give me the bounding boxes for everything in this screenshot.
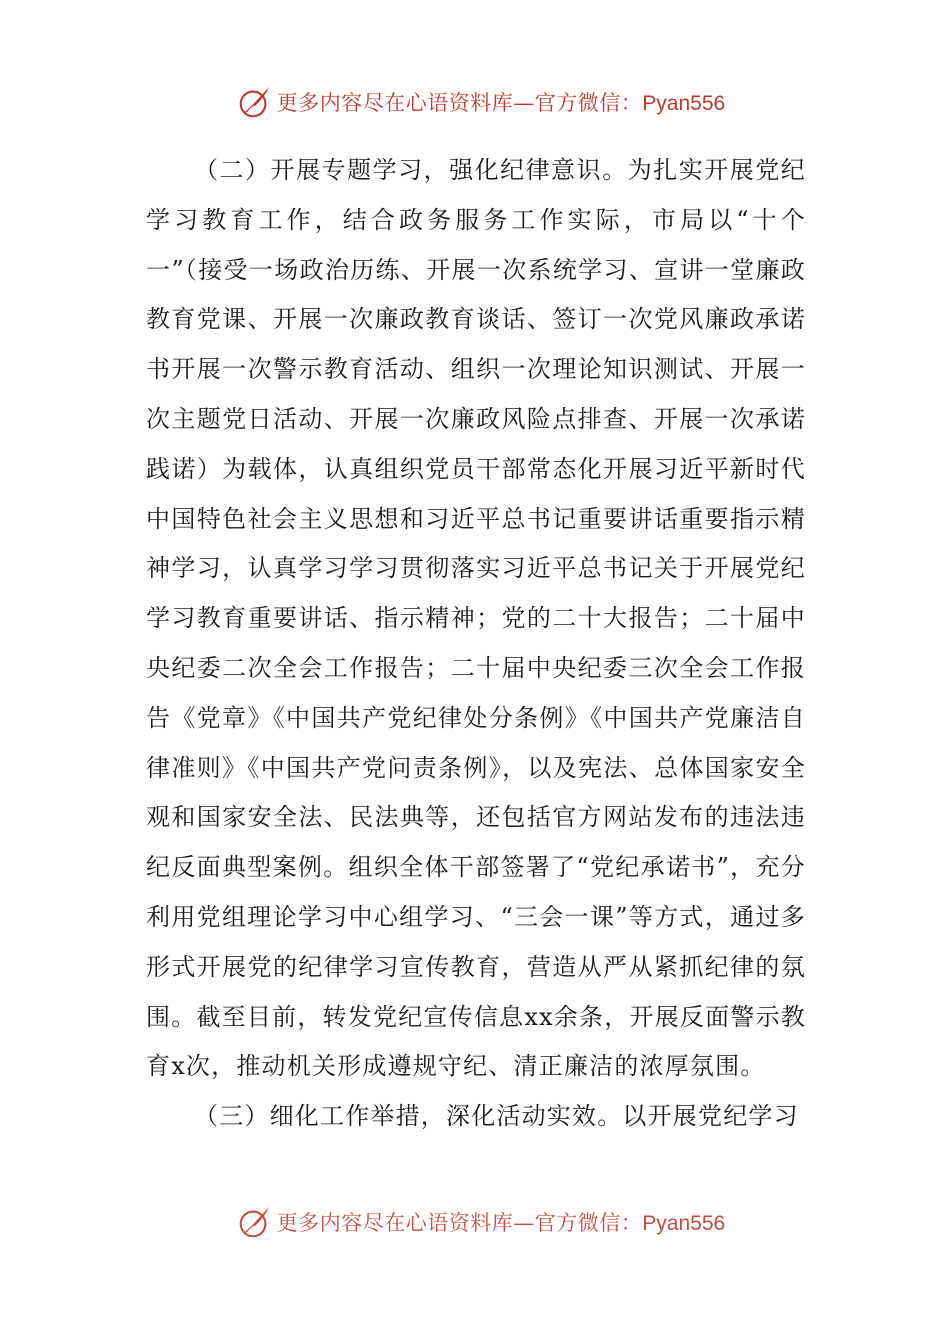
watermark-wechat-id: Pyan556 xyxy=(642,1212,726,1235)
watermark-header-inner xyxy=(235,83,725,121)
watermark-text xyxy=(277,87,725,117)
document-body xyxy=(146,146,806,1142)
paragraph-study-discipline: （二）开展专题学习，强化纪律意识。为扎实开展党纪学习教育工作，结合政务服务工作实际，市局以“十个一”（接受一场政治历练、开展一次系统学习、宣讲一堂廉政教育党课、开展一次廉政教育谈话、签订一次党风廉政承诺书开展一次警示教育活动、组织一次理论知识测试、开展一次主题党日活动、开展一次廉政风险点排查、开展一次承诺践诺）为载体，认真组织党员干部常态化开展习近平新时代中国特色社会主义思想和习近平总书记重要讲话重要指示精神学习，认真学习学习贯彻落实习近平总书记关于开展党纪学习教育重要讲话、指示精神；党的二十大报告；二十届中央纪委二次全会工作报告；二十届中央纪委三次全会工作报告《党章》《中国共产党纪律处分条例》《中国共产党廉洁自律准则》《中国共产党问责条例》，以及宪法、总体国家安全观和国家安全法、民法典等，还包括官方网站发布的违法违纪反面典型案例。组织全体干部签署了“党纪承诺书”，充分利用党组理论学习中心组学习、“三会一课”等方式，通过多形式开展党的纪律学习宣传教育，营造从严从紧抓纪律的氛围。截至目前，转发党纪宣传信息xx余条，开展反面警示教育x次，推动机关形成遵规守纪、清正廉洁的浓厚氛围。 xyxy=(146,156,806,1081)
quill-pen-circle-icon xyxy=(235,83,273,121)
watermark-footer-inner xyxy=(235,1203,725,1241)
quill-pen-circle-icon xyxy=(235,1203,273,1241)
watermark-header xyxy=(0,80,950,124)
watermark-footer xyxy=(0,1200,950,1244)
watermark-text-cn: 更多内容尽在心语资料库—官方微信： xyxy=(276,91,643,115)
watermark-text xyxy=(277,1207,725,1237)
watermark-text-cn: 更多内容尽在心语资料库—官方微信： xyxy=(276,1211,643,1235)
paragraph-work-measures: （三）细化工作举措，深化活动实效。以开展党纪学习 xyxy=(194,1102,799,1131)
watermark-wechat-id: Pyan556 xyxy=(642,92,726,115)
